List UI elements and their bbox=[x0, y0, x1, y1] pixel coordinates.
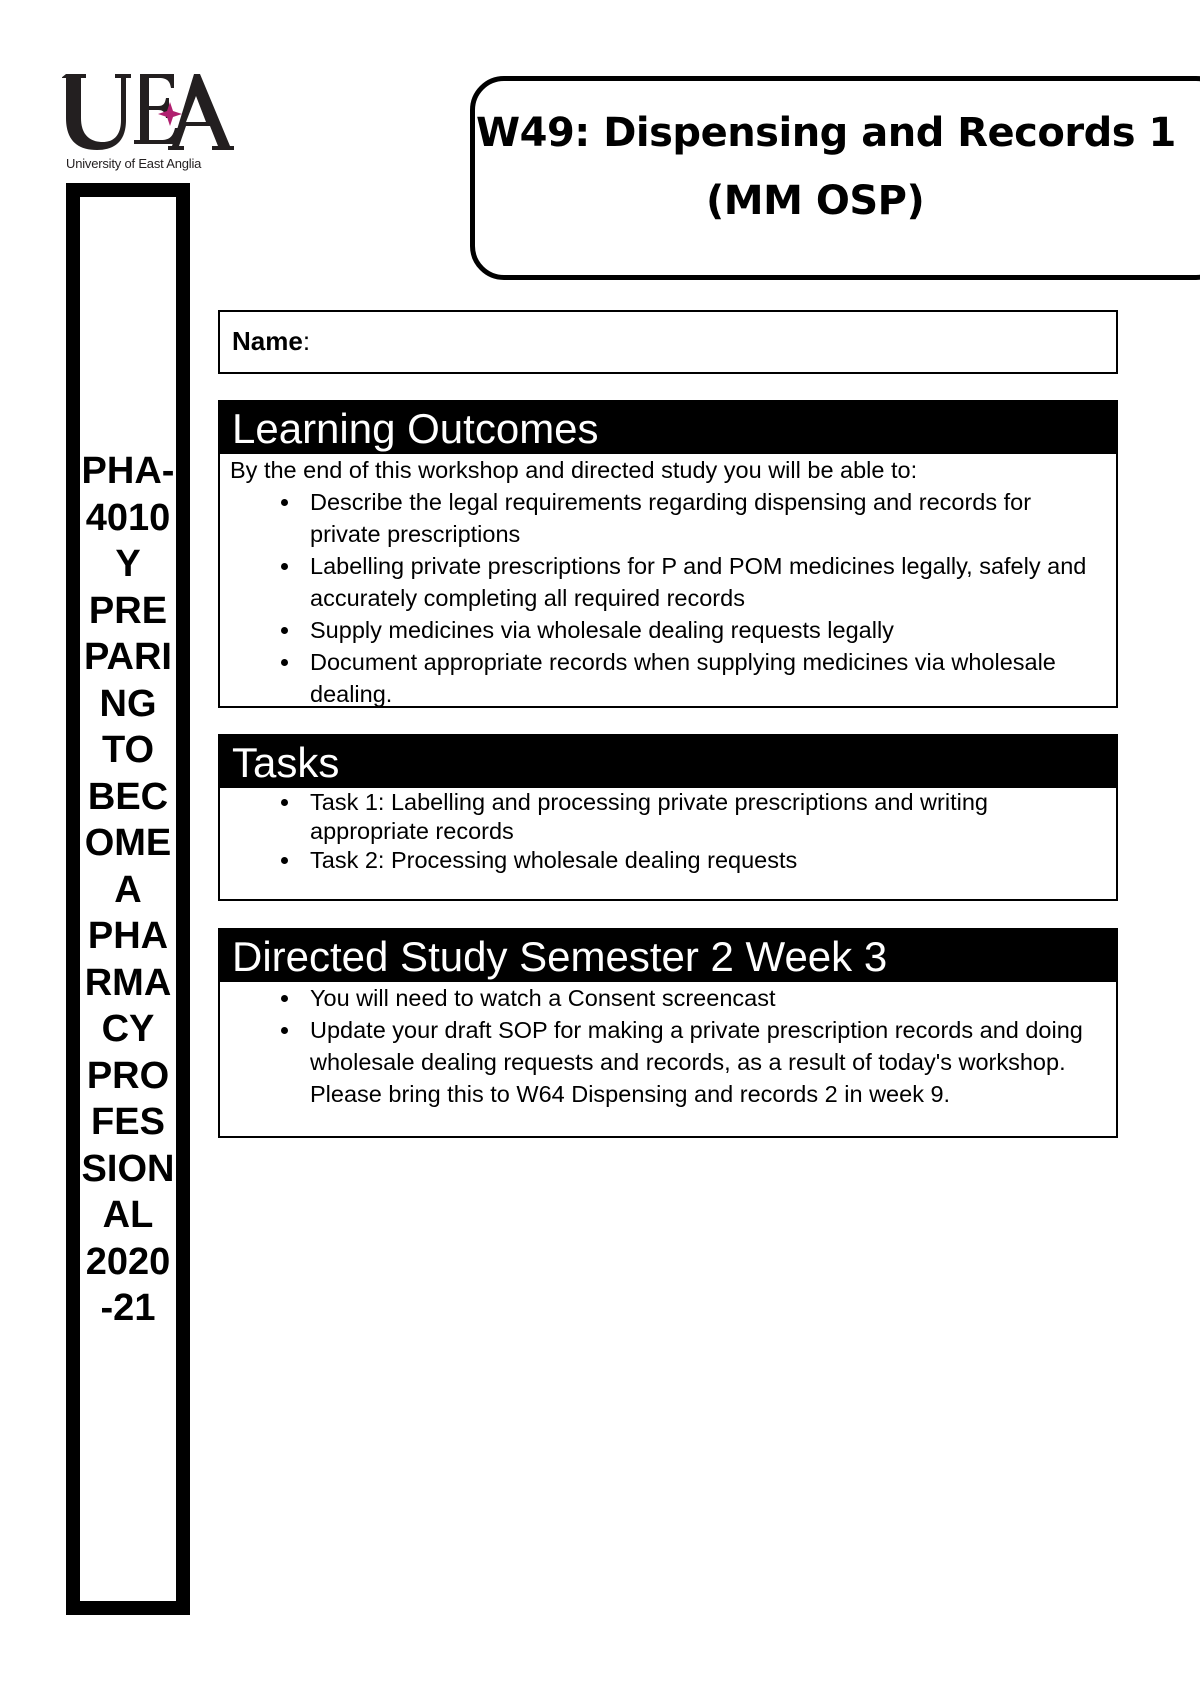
directed-study-list bbox=[230, 982, 1106, 1110]
name-label: Name: bbox=[232, 326, 311, 356]
directed-study-section bbox=[218, 928, 1118, 1138]
side-line: BEC bbox=[87, 775, 169, 818]
page-title: W49: Dispensing and Records 1 bbox=[476, 110, 1176, 156]
side-line: TO bbox=[101, 729, 155, 771]
side-line: A bbox=[114, 868, 142, 911]
directed-study-body bbox=[220, 982, 1116, 1110]
tasks-heading: Tasks bbox=[220, 736, 1116, 788]
side-line: PRE bbox=[88, 589, 168, 632]
page-subtitle: (MM OSP) bbox=[706, 178, 925, 224]
learning-outcomes-body bbox=[220, 454, 1116, 710]
learning-outcomes-section bbox=[218, 400, 1118, 708]
learning-outcomes-heading: Learning Outcomes bbox=[220, 402, 1116, 454]
logo-caption: University of East Anglia bbox=[66, 156, 202, 171]
side-line: PHA- bbox=[81, 450, 175, 492]
side-line: PRO bbox=[86, 1054, 170, 1097]
side-line: FES bbox=[91, 1101, 165, 1143]
list-item: • Update your draft SOP for making a private prescription records and doing wholesale dealing requests and records, as a result of today's workshop. Please bring this to W64 Dispensing and records 2 in week 9. bbox=[302, 1014, 1106, 1110]
list-item: • Labelling private prescriptions for P and POM medicines legally, safely and accurately completing all required records bbox=[302, 550, 1106, 614]
side-line: PHA bbox=[87, 915, 169, 957]
side-line: -21 bbox=[100, 1287, 156, 1329]
side-line: OME bbox=[84, 822, 172, 864]
list-item: • You will need to watch a Consent screencast bbox=[302, 982, 1106, 1014]
side-line: 4010 bbox=[85, 496, 171, 539]
list-item: • Task 2: Processing wholesale dealing requests bbox=[302, 846, 1106, 875]
side-line: RMA bbox=[84, 961, 172, 1004]
side-line: SION bbox=[81, 1147, 175, 1190]
list-item: • Document appropriate records when supplying medicines via wholesale dealing. bbox=[302, 646, 1106, 710]
tasks-list bbox=[230, 788, 1106, 875]
side-line: 2020 bbox=[85, 1240, 171, 1283]
learning-outcomes-intro: By the end of this workshop and directed study you will be able to: bbox=[230, 457, 918, 483]
list-item: • Describe the legal requirements regarding dispensing and records for private prescriptions bbox=[302, 486, 1106, 550]
side-line: AL bbox=[102, 1194, 154, 1236]
learning-outcomes-list bbox=[230, 486, 1106, 710]
list-item: • Supply medicines via wholesale dealing requests legally bbox=[302, 614, 1106, 646]
side-line: NG bbox=[99, 682, 157, 725]
module-side-text bbox=[80, 448, 176, 1332]
tasks-body bbox=[220, 788, 1116, 875]
side-line: CY bbox=[101, 1008, 155, 1050]
directed-study-heading: Directed Study Semester 2 Week 3 bbox=[220, 930, 1116, 982]
side-line: PARI bbox=[84, 636, 172, 678]
side-line: Y bbox=[115, 543, 141, 585]
name-field[interactable] bbox=[218, 310, 1118, 374]
list-item: • Task 1: Labelling and processing private prescriptions and writing appropriate records bbox=[302, 788, 1106, 846]
tasks-section bbox=[218, 734, 1118, 901]
